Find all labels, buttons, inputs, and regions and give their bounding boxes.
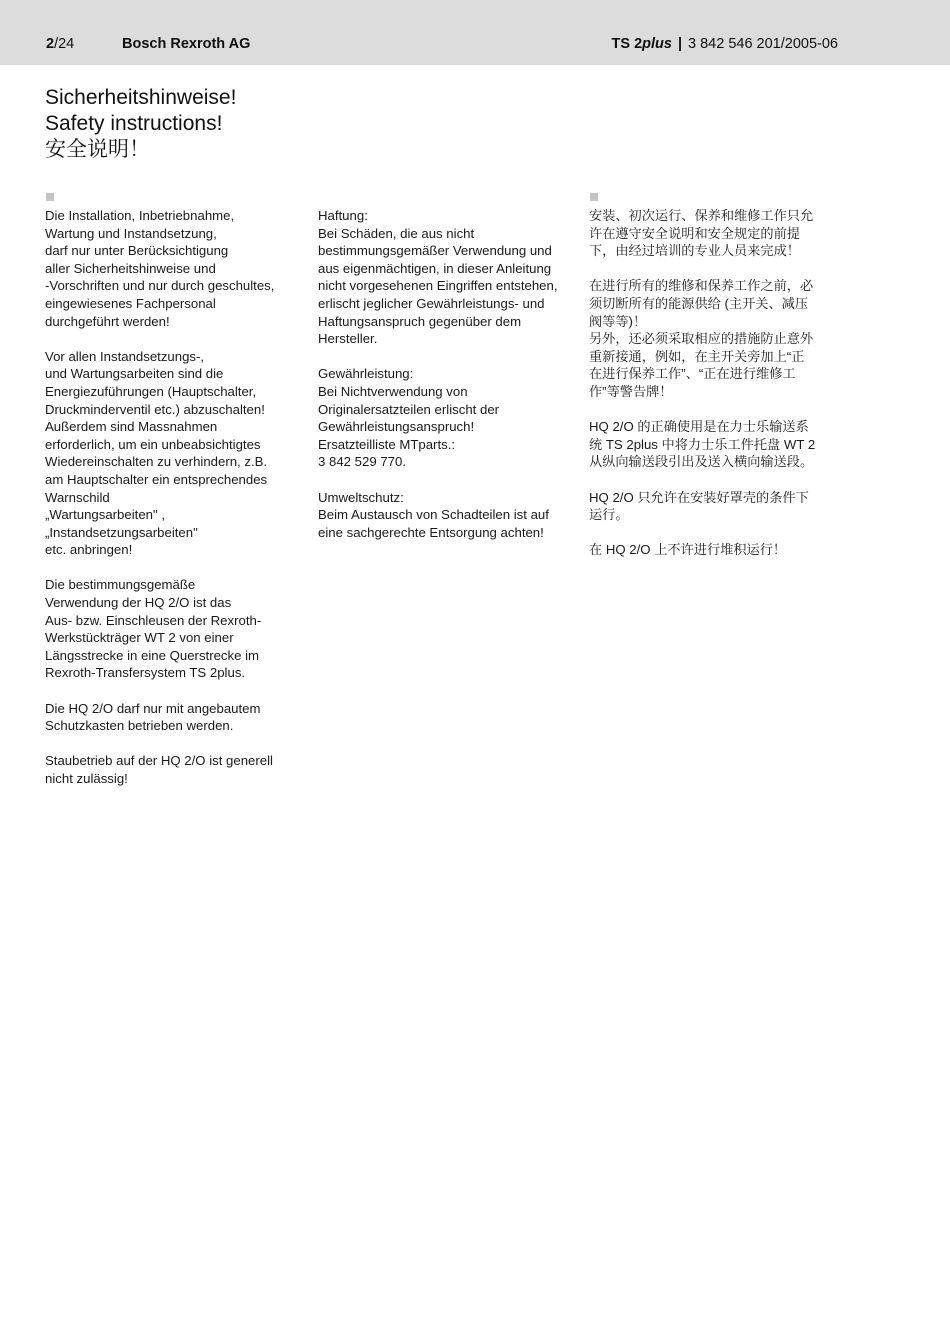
paragraph bbox=[45, 348, 295, 559]
text-line: 重新接通，例如，在主开关旁加上“正 bbox=[589, 348, 805, 364]
page-current: 2 bbox=[46, 36, 55, 52]
text-line: aller Sicherheitshinweise und bbox=[45, 260, 216, 276]
text-line: nicht vorgesehenen Eingriffen entstehen, bbox=[318, 278, 558, 294]
page-header bbox=[0, 0, 950, 65]
text-line: 从纵向输送段引出及送入横向输送段。 bbox=[589, 454, 814, 470]
paragraph-warranty bbox=[318, 365, 573, 471]
text-line: bestimmungsgemäßer Verwendung und bbox=[318, 243, 552, 259]
separator: | bbox=[677, 36, 683, 52]
doc-reference bbox=[612, 35, 838, 53]
paragraph bbox=[589, 418, 839, 471]
paragraph bbox=[589, 277, 839, 400]
text-line: Gewährleistungsanspruch! bbox=[318, 419, 475, 435]
title-de: Sicherheitshinweise! bbox=[45, 86, 237, 109]
page-title bbox=[45, 85, 236, 163]
text-line: Längsstrecke in eine Querstrecke im bbox=[45, 647, 260, 663]
text-line: Staubetrieb auf der HQ 2/O ist generell bbox=[45, 753, 273, 769]
title-en: Safety instructions! bbox=[45, 112, 223, 135]
text-line: 须切断所有的能源供给 (主开关、减压 bbox=[589, 295, 809, 311]
text-line: 作”等警告牌！ bbox=[589, 383, 673, 399]
text-line: darf nur unter Berücksichtigung bbox=[45, 243, 229, 259]
text-line: 3 842 529 770. bbox=[318, 454, 406, 470]
text-line: Wiedereinschalten zu verhindern, z.B. bbox=[45, 454, 268, 470]
text-line: etc. anbringen! bbox=[45, 542, 133, 558]
product-name bbox=[612, 36, 672, 52]
text-line: HQ 2/O 的正确使用是在力士乐输送系 bbox=[589, 419, 809, 435]
text-line: Die Installation, Inbetriebnahme, bbox=[45, 208, 235, 223]
paragraph-environment bbox=[318, 489, 573, 542]
paragraph bbox=[45, 700, 295, 735]
text-line: 许在遵守安全说明和安全规定的前提 bbox=[589, 225, 800, 241]
text-line: Umweltschutz: bbox=[318, 489, 404, 505]
text-line: Die bestimmungsgemäße bbox=[45, 577, 196, 593]
paragraph bbox=[45, 576, 295, 682]
text-line: Ersatzteilliste MTparts.: bbox=[318, 436, 456, 452]
text-line: 运行。 bbox=[589, 507, 629, 523]
square-bullet-icon bbox=[46, 193, 54, 201]
text-line: Rexroth-Transfersystem TS 2plus. bbox=[45, 665, 246, 681]
text-line: 在进行所有的维修和保养工作之前，必 bbox=[589, 278, 814, 294]
text-line: „Instandsetzungsarbeiten" bbox=[45, 524, 198, 540]
text-line: Verwendung der HQ 2/O ist das bbox=[45, 595, 232, 611]
text-line: Haftungsanspruch gegenüber dem bbox=[318, 313, 522, 329]
company-name: Bosch Rexroth AG bbox=[122, 36, 251, 52]
text-line: Schutzkasten betrieben werden. bbox=[45, 718, 234, 734]
text-line: und Wartungsarbeiten sind die bbox=[45, 366, 224, 382]
text-line: -Vorschriften und nur durch geschultes, bbox=[45, 278, 275, 294]
text-line: Werkstückträger WT 2 von einer bbox=[45, 630, 234, 646]
square-bullet-icon bbox=[590, 193, 598, 201]
title-zh: 安全说明！ bbox=[45, 138, 150, 161]
text-line: Die HQ 2/O darf nur mit angebautem bbox=[45, 700, 261, 716]
text-line: Aus- bzw. Einschleusen der Rexroth- bbox=[45, 612, 262, 628]
text-line: eine sachgerechte Entsorgung achten! bbox=[318, 524, 544, 540]
product-prefix: TS 2 bbox=[611, 36, 643, 52]
text-line: eingewiesenes Fachpersonal bbox=[45, 295, 216, 311]
paragraph bbox=[589, 489, 839, 524]
text-line: am Hauptschalter ein entsprechendes bbox=[45, 471, 268, 487]
paragraph bbox=[589, 541, 839, 559]
column-chinese bbox=[589, 207, 839, 576]
text-line: Vor allen Instandsetzungs-, bbox=[45, 348, 205, 364]
text-line: Hersteller. bbox=[318, 331, 378, 347]
paragraph-liability bbox=[318, 207, 573, 348]
text-line: Bei Nichtverwendung von bbox=[318, 383, 468, 399]
text-line: Haftung: bbox=[318, 208, 368, 223]
text-line: Wartung und Instandsetzung, bbox=[45, 225, 217, 241]
text-line: Gewährleistung: bbox=[318, 366, 414, 382]
page-total: /24 bbox=[54, 36, 75, 52]
doc-number: 3 842 546 201/2005-06 bbox=[688, 36, 838, 52]
page-number bbox=[46, 35, 74, 53]
column-german-2 bbox=[318, 207, 573, 559]
product-suffix: plus bbox=[642, 36, 672, 52]
text-line: 另外，还必须采取相应的措施防止意外 bbox=[589, 331, 814, 347]
text-line: 在进行保养工作”、“正在进行维修工 bbox=[589, 366, 796, 382]
paragraph bbox=[45, 207, 295, 330]
text-line: „Wartungsarbeiten" , bbox=[45, 507, 166, 523]
text-line: durchgeführt werden! bbox=[45, 313, 170, 329]
text-line: Energiezuführungen (Hauptschalter, bbox=[45, 383, 257, 399]
text-line: erforderlich, um ein unbeabsichtigtes bbox=[45, 436, 261, 452]
text-line: Warnschild bbox=[45, 489, 110, 505]
text-line: Beim Austausch von Schadteilen ist auf bbox=[318, 507, 549, 523]
column-german-1 bbox=[45, 207, 295, 805]
text-line: 统 TS 2plus 中将力士乐工件托盘 WT 2 bbox=[589, 436, 816, 452]
paragraph bbox=[45, 752, 295, 787]
text-line: erlischt jeglicher Gewährleistungs- und bbox=[318, 295, 545, 311]
paragraph bbox=[589, 207, 839, 260]
text-line: Außerdem sind Massnahmen bbox=[45, 419, 218, 435]
text-line: nicht zulässig! bbox=[45, 771, 128, 786]
text-line: Druckminderventil etc.) abzuschalten! bbox=[45, 401, 265, 417]
text-line: 在 HQ 2/O 上不许进行堆积运行！ bbox=[589, 542, 787, 558]
text-line: HQ 2/O 只允许在安装好罩壳的条件下 bbox=[589, 489, 809, 505]
text-line: 阀等等)！ bbox=[589, 313, 647, 329]
text-line: Bei Schäden, die aus nicht bbox=[318, 225, 475, 241]
text-line: Originalersatzteilen erlischt der bbox=[318, 401, 500, 417]
text-line: aus eigenmächtigen, in dieser Anleitung bbox=[318, 260, 552, 276]
text-line: 下，由经过培训的专业人员来完成！ bbox=[589, 243, 800, 259]
text-line: 安装、初次运行、保养和维修工作只允 bbox=[589, 208, 814, 223]
